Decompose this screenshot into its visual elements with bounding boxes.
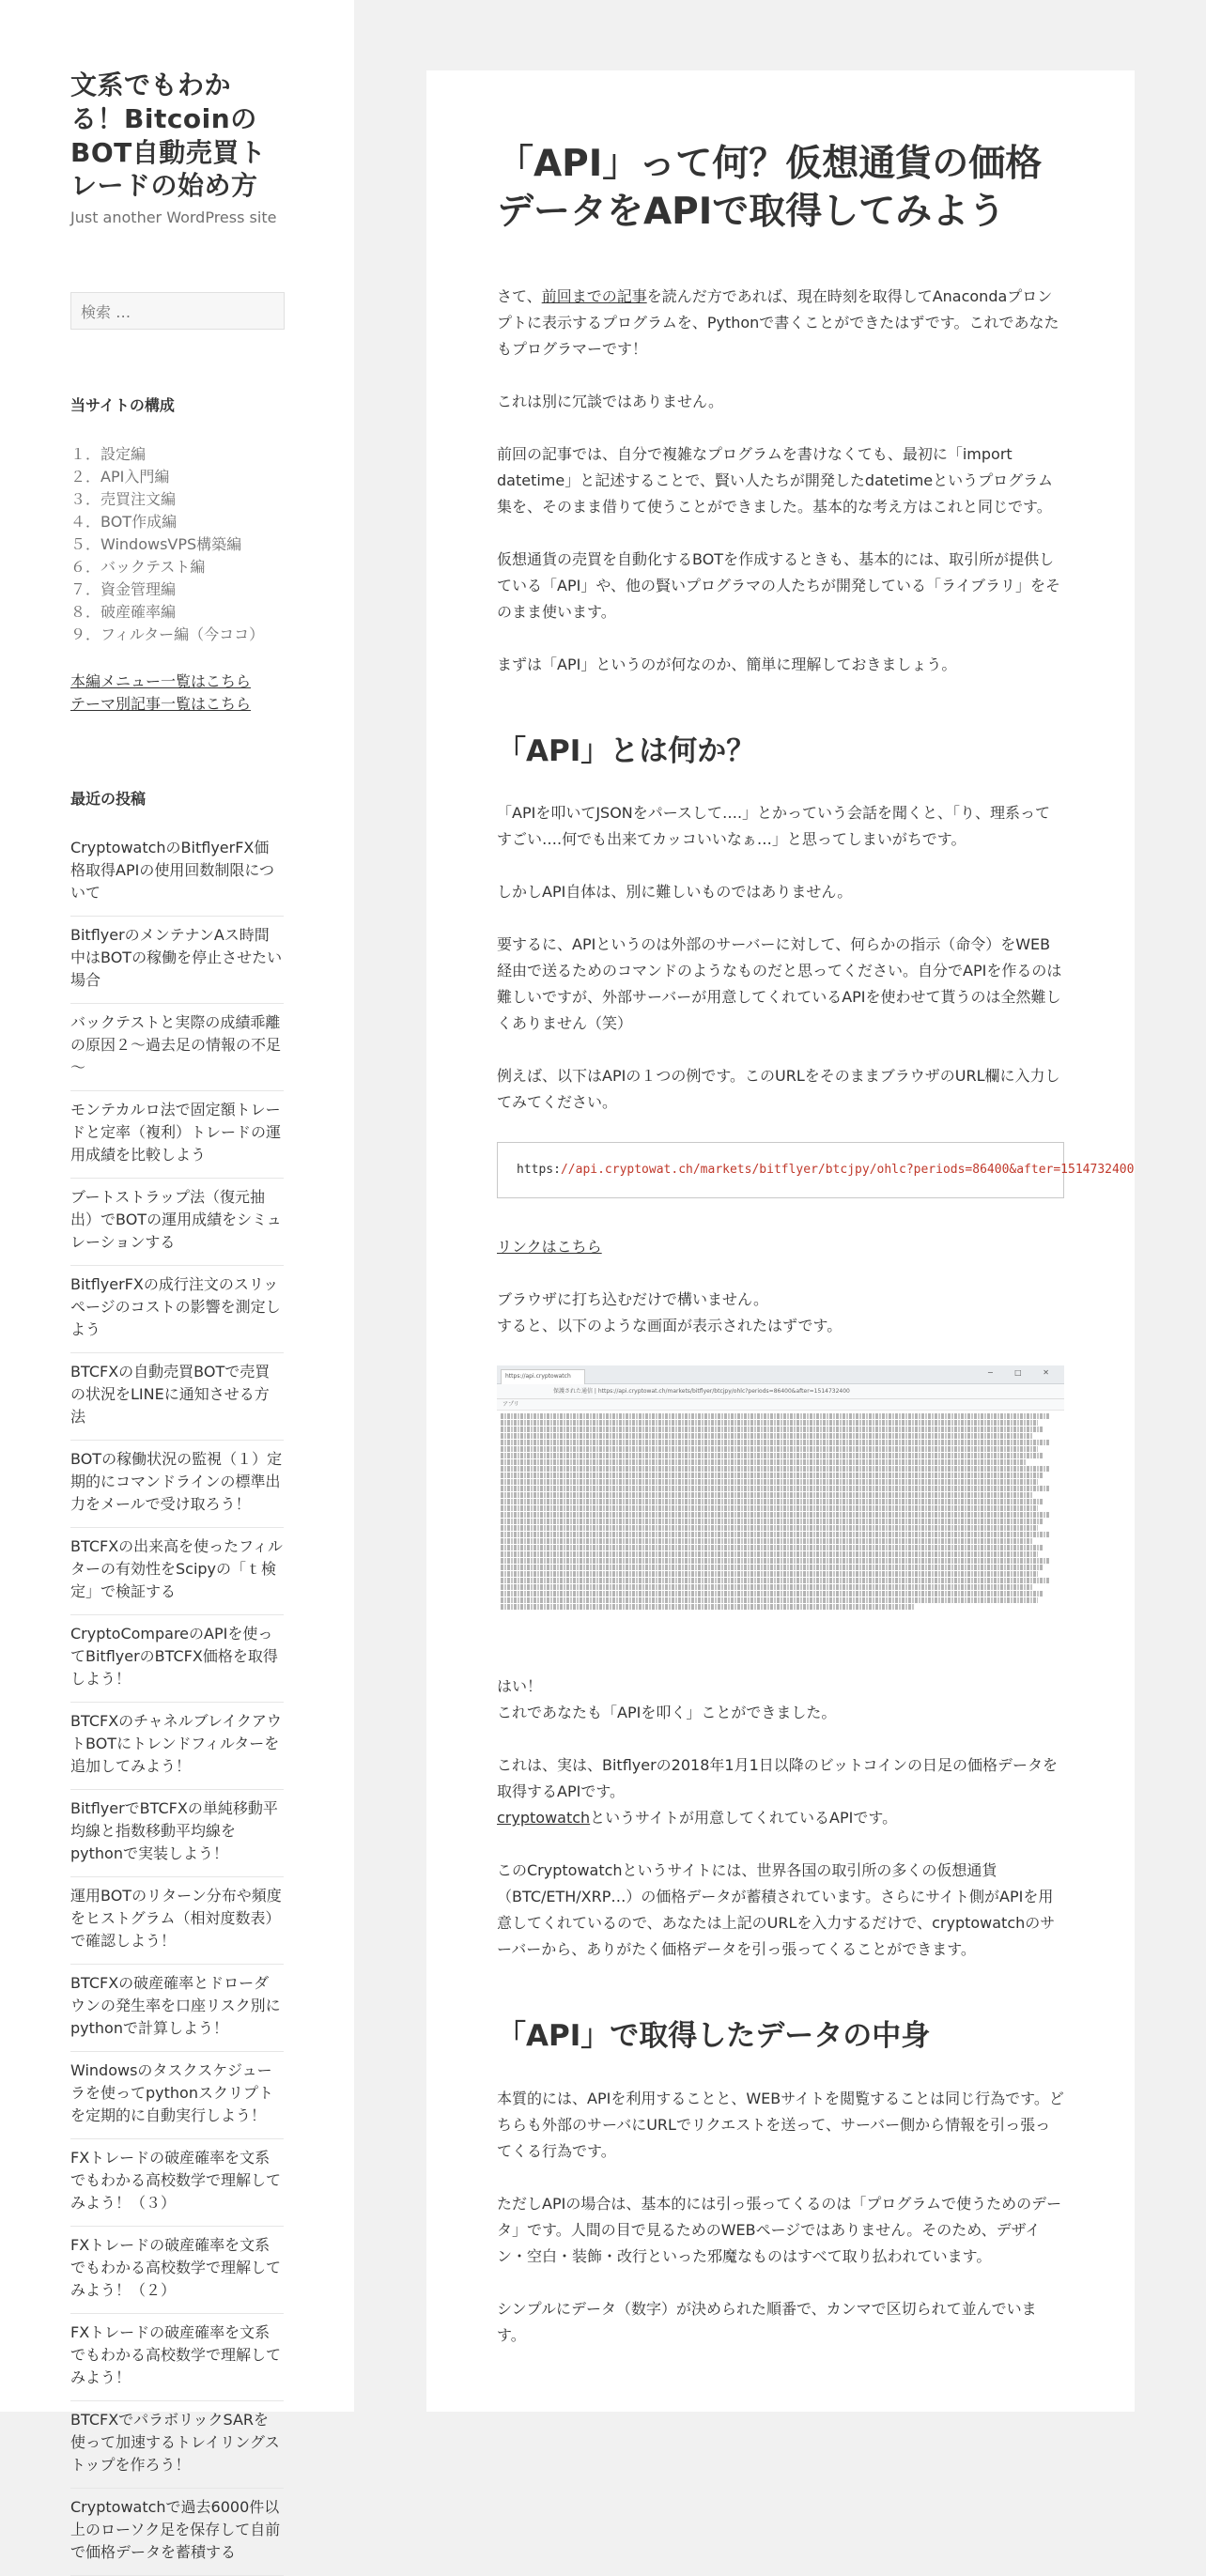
paragraph: はい！ これであなたも「APIを叩く」ことができました。	[497, 1677, 837, 1722]
bookmarks-bar: アプリ	[497, 1399, 1064, 1411]
paragraph	[497, 1234, 1064, 1260]
previous-articles-link[interactable]: 前回までの記事	[541, 286, 647, 305]
section-heading-what-is-api: 「API」とは何か？	[497, 733, 756, 768]
json-response-text	[497, 1411, 1064, 1651]
recent-post-link[interactable]: 運用BOTのリターン分布や頻度をヒストグラム（相対度数表）で確認しよう！	[70, 1877, 284, 1965]
paragraph: さて、前回までの記事を読んだ方であれば、現在時刻を取得してAnacondaプロンプトに表示するプログラムを、Pythonで書くことができたはずです。これであなたもプログラマーです！	[497, 286, 1059, 358]
recent-post-link[interactable]: モンテカルロ法で固定額トレードと定率（複利）トレードの運用成績を比較しよう	[70, 1091, 284, 1179]
browser-address-bar: 保護された通信 | https://api.cryptowat.ch/markets/bitflyer/btcjpy/ohlc?periods=86400&after=1514732400	[497, 1384, 1064, 1399]
search-input[interactable]: 検索 …	[70, 292, 285, 330]
recent-post-link[interactable]: バックテストと実際の成績乖離の原因２～過去足の情報の不足～	[70, 1004, 284, 1091]
paragraph: このCryptowatchというサイトには、世界各国の取引所の多くの仮想通貨（BTC/ETH/XRP…）の価格データが蓄積されています。さらにサイト側がAPIを用意してくれているので、あなたは上記のURLを入力するだけで、cryptowatchのサーバーから、ありがたく価格データを引っ張ってくることができます。	[497, 1861, 1056, 1959]
structure-item-backtest[interactable]: ６．バックテスト編	[70, 558, 206, 577]
recent-post-link[interactable]: FXトレードの破産確率を文系でもわかる高校数学で理解してみよう！（２）	[70, 2227, 284, 2314]
recent-post-link[interactable]: BOTの稼働状況の監視（１）定期的にコマンドラインの標準出力をメールで受け取ろう！	[70, 1441, 284, 1528]
code-url: //api.cryptowat.ch/markets/bitflyer/btcjpy/ohlc?periods=86400&after=1514732400	[560, 1163, 1135, 1178]
paragraph: 仮想通貨の売買を自動化するBOTを作成するときも、基本的には、取引所が提供している「API」や、他の賢いプログラマの人たちが開発している「ライブラリ」をそのまま使います。	[497, 549, 1061, 621]
structure-item-setup[interactable]: １．設定編	[70, 445, 147, 464]
section-heading-api-data: 「API」で取得したデータの中身	[497, 2019, 931, 2054]
article-content	[497, 284, 1135, 2349]
site-title[interactable]: 文系でもわかる！BitcoinのBOT自動売買トレードの始め方	[70, 69, 267, 202]
article-title: 「API」って何？仮想通貨の価格データをAPIで取得してみよう	[497, 143, 1043, 234]
structure-item-bot[interactable]: ４．BOT作成編	[70, 513, 178, 532]
recent-post-link[interactable]: BitflyerのメンテナンAス時間中はBOTの稼働を停止させたい場合	[70, 917, 284, 1004]
recent-post-link[interactable]: ブートストラップ法（復元抽出）でBOTの運用成績をシミュレーションする	[70, 1179, 284, 1266]
menu-links	[70, 671, 284, 716]
paragraph: 本質的には、APIを利用することと、WEBサイトを閲覧することは同じ行為です。どちらも外部のサーバにURLでリクエストを送って、サーバー側から情報を引っ張ってくる行為です。	[497, 2089, 1064, 2160]
api-link[interactable]: リンクはこちら	[497, 1238, 602, 1257]
paragraph: 「APIを叩いてJSONをパースして….」とかっていう会話を聞くと、「り、理系ってすごい….何でも出来てカッコいいなぁ…」と思ってしまいがちです。	[497, 804, 1051, 849]
recent-posts-list	[70, 837, 284, 2576]
paragraph: 要するに、APIというのは外部のサーバーに対して、何らかの指示（命令）をWEB経由で送るためのコマンドのようなものだと思ってください。自分でAPIを作るのは難しいですが、外部サーバーが用意してくれているAPIを使わせて貰うのは全然難しくありません（笑）	[497, 935, 1062, 1033]
structure-item-order[interactable]: ３．売買注文編	[70, 490, 177, 509]
api-result-screenshot	[497, 1365, 1064, 1657]
structure-item-vps[interactable]: ５．WindowsVPS構築編	[70, 535, 242, 554]
site-description: Just another WordPress site	[70, 208, 277, 227]
recent-post-link[interactable]: BTCFXの破産確率とドローダウンの発生率を口座リスク別にpythonで計算しよう！	[70, 1965, 284, 2052]
recent-post-link[interactable]: FXトレードの破産確率を文系でもわかる高校数学で理解してみよう！（３）	[70, 2139, 284, 2227]
structure-item-api[interactable]: ２．API入門編	[70, 468, 170, 486]
recent-post-link[interactable]: CryptowatchのBitflyerFX価格取得APIの使用回数制限について	[70, 837, 284, 917]
main-menu-link[interactable]: 本編メニュー一覧はこちら	[70, 672, 252, 691]
recent-post-link[interactable]: Windowsのタスクスケジューラを使ってpythonスクリプトを定期的に自動実行しよう！	[70, 2052, 284, 2139]
recent-post-link[interactable]: BTCFXでパラボリックSARを使って加速するトレイリングストップを作ろう！	[70, 2401, 284, 2489]
recent-post-link[interactable]: FXトレードの破産確率を文系でもわかる高校数学で理解してみよう！	[70, 2314, 284, 2401]
structure-list	[70, 443, 284, 646]
structure-item-ruin[interactable]: ８．破産確率編	[70, 603, 177, 622]
recent-post-link[interactable]: BTCFXの自動売買BOTで売買の状況をLINEに通知させる方法	[70, 1353, 284, 1441]
structure-item-filter[interactable]: ９．フィルター編（今ココ）	[70, 625, 265, 644]
browser-tab: https://api.cryptowatch	[501, 1369, 585, 1384]
paragraph: 例えば、以下はAPIの１つの例です。このURLをそのままブラウザのURL欄に入力してみてください。	[497, 1067, 1060, 1112]
paragraph: ただしAPIの場合は、基本的には引っ張ってくるのは「プログラムで使うためのデータ」です。人間の目で見るためのWEBページではありません。そのため、デザイン・空白・装飾・改行といった邪魔なものはすべて取り払われています。	[497, 2194, 1062, 2265]
cryptowatch-link[interactable]: cryptowatch	[497, 1809, 591, 1828]
api-url-code-block[interactable]	[497, 1142, 1135, 1198]
recent-posts-title: 最近の投稿	[70, 790, 147, 809]
paragraph: これは、実は、Bitflyerの2018年1月1日以降のビットコインの日足の価格データを取得するAPIです。 cryptowatchというサイトが用意してくれているAPIです。	[497, 1756, 1058, 1828]
window-controls: − □ ✕	[986, 1368, 1059, 1378]
recent-posts-widget	[70, 787, 284, 2576]
recent-post-link[interactable]: BTCFXのチャネルブレイクアウトBOTにトレンドフィルターを追加してみよう！	[70, 1703, 284, 1790]
paragraph: ブラウザに打ち込むだけで構いません。 すると、以下のような画面が表示されたはずです。	[497, 1290, 843, 1335]
browser-chrome	[497, 1365, 1064, 1384]
paragraph: しかしAPI自体は、別に難しいものではありません。	[497, 883, 853, 902]
paragraph: 前回の記事では、自分で複雑なプログラムを書けなくても、最初に「import datetime」と記述することで、賢い人たちが開発したdatetimeというプログラム集を、そのまま借りて使うことができました。基本的な考え方はこれと同じです。	[497, 444, 1053, 516]
recent-post-link[interactable]: Cryptowatchで過去6000件以上のローソク足を保存して自前で価格データを蓄積する	[70, 2489, 284, 2576]
theme-menu-link[interactable]: テーマ別記事一覧はこちら	[70, 695, 252, 714]
structure-widget	[70, 393, 284, 716]
recent-post-link[interactable]: BTCFXの出来高を使ったフィルターの有効性をScipyの「ｔ検定」で検証する	[70, 1528, 284, 1615]
paragraph: まずは「API」というのが何なのか、簡単に理解しておきましょう。	[497, 655, 957, 673]
paragraph: これは別に冗談ではありません。	[497, 392, 723, 410]
structure-widget-title: 当サイトの構成	[70, 396, 175, 415]
recent-post-link[interactable]: BitflyerでBTCFXの単純移動平均線と指数移動平均線をpythonで実装しよう！	[70, 1790, 284, 1877]
code-scheme: https:	[517, 1163, 561, 1178]
paragraph: シンプルにデータ（数字）が決められた順番で、カンマで区切られて並んでいます。	[497, 2299, 1037, 2344]
structure-item-money[interactable]: ７．資金管理編	[70, 580, 177, 599]
article-card	[426, 70, 1135, 2412]
recent-post-link[interactable]: CryptoCompareのAPIを使ってBitflyerのBTCFX価格を取得しよう！	[70, 1615, 284, 1703]
recent-post-link[interactable]: BitflyerFXの成行注文のスリッページのコストの影響を測定しよう	[70, 1266, 284, 1353]
sidebar	[0, 0, 354, 2562]
